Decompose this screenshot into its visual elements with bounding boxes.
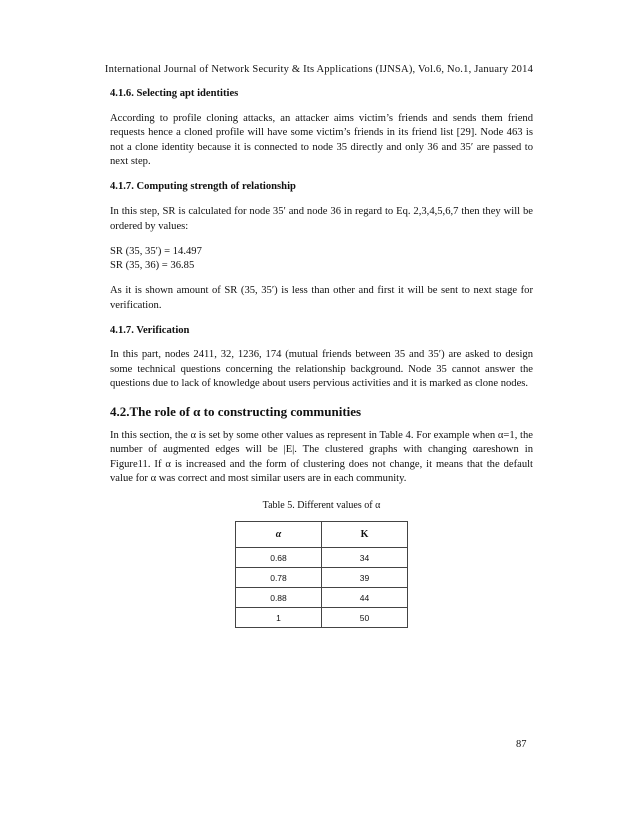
page-number: 87 [516,739,527,750]
table-caption: Table 5. Different values of α [262,499,381,511]
section-4-2-title: 4.2.The role of α to constructing communities [110,403,362,419]
section-4-2-paragraph: In this section, the α is set by some other values as represent in Table 4. For example when α=1, the number of augmented edges will be |E|. The clustered graphs with changing αareshown in Figure11. If α is increased and the form of clustering does not change, it means that the default value for α was correct and most similar users are in each community. [110,429,533,485]
table-row [236,568,408,588]
header-alpha: α [236,522,322,548]
section-4-1-7-title: 4.1.7. Computing strength of relationship [110,181,296,193]
table-header-row [236,522,408,548]
sr-line-1: SR (35, 35′) = 14.497 [110,245,202,257]
cell-k: 44 [322,588,408,608]
sr-line-2: SR (35, 36) = 36.85 [110,260,195,272]
header-k: K [322,522,408,548]
cell-alpha: 0.88 [236,588,322,608]
section-4-1-7-paragraph: In this step, SR is calculated for node 35′ and node 36 in regard to Eq. 2,3,4,5,6,7 then they will be ordered by values: [110,206,533,232]
running-header: International Journal of Network Security & Its Applications (IJNSA), Vol.6, No.1, January 2014 [104,64,534,75]
cell-alpha: 0.78 [236,568,322,588]
page-content [110,87,533,628]
section-4-1-7-paragraph-2: As it is shown amount of SR (35, 35′) is less than other and first it will be sent to next stage for verification. [110,284,533,311]
table-row [236,588,408,608]
cell-k: 39 [322,568,408,588]
section-4-1-6-title: 4.1.6. Selecting apt identities [110,88,239,99]
cell-alpha: 1 [236,608,322,628]
alpha-k-table [235,521,408,628]
sr-values [110,245,533,274]
cell-k: 50 [322,608,408,628]
table-row [236,608,408,628]
cell-alpha: 0.68 [236,548,322,568]
section-verification-paragraph: In this part, nodes 2411, 32, 1236, 174 (mutual friends between 35 and 35′) are asked to design some technical questions concerning the relationship background. Node 35 cannot answer the questions due to lack of knowledge about users pervious activities and it is marked as clone nodes. [110,349,533,390]
section-4-1-6-paragraph: According to profile cloning attacks, an attacker aims victim’s friends and sends them friend requests hence a cloned profile will have some victim’s friends in its friend list [29]. Node 463 is not a clone identity because it is connected to node 35 directly and only 36 and 35′ are passed to next step. [110,112,533,168]
table-row [236,548,408,568]
section-verification-title: 4.1.7. Verification [110,324,190,336]
cell-k: 34 [322,548,408,568]
